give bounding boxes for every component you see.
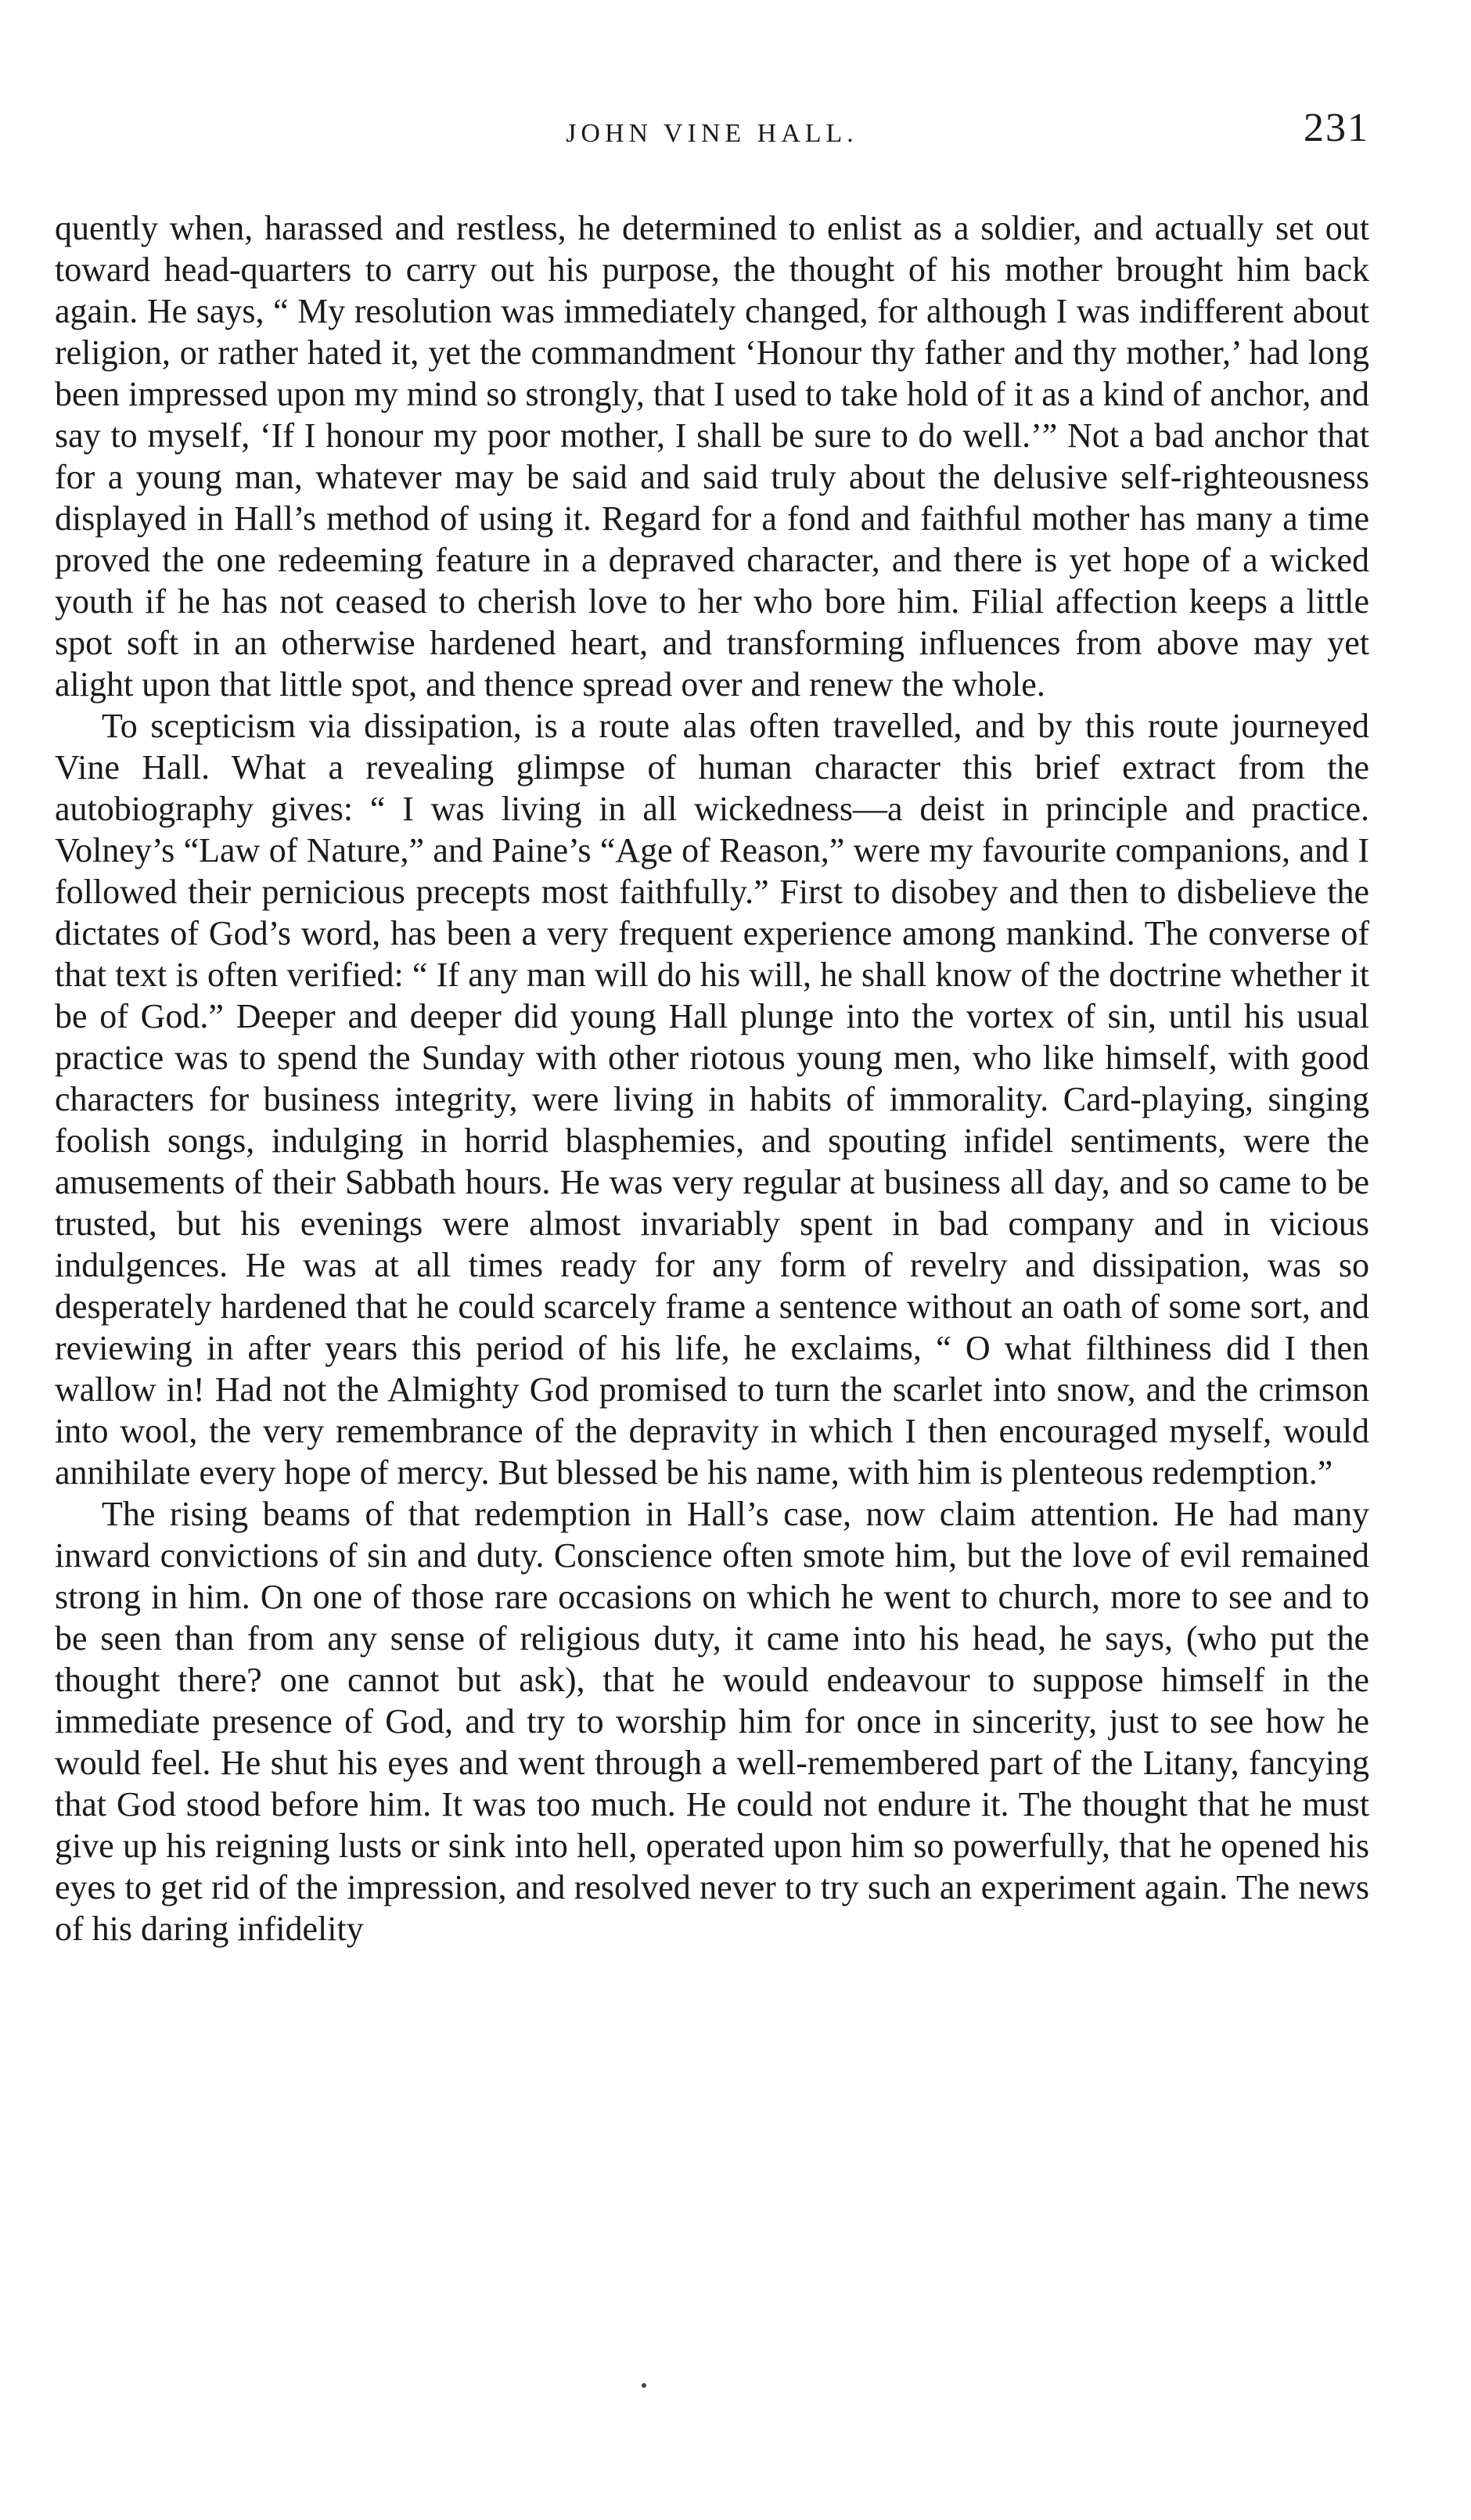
running-title: JOHN VINE HALL.: [566, 119, 858, 148]
paragraph-3: The rising beams of that redemption in Hall’s case, now claim attention. He had many inward convictions of sin and duty. Conscience often smote him, but the love of evil remained strong in him. On one of those rare occasions on which he went to church, more to see and to be seen than from any sense of religious duty, it came into his head, he says, (who put the thought there? one cannot but ask), that he would endeavour to suppose himself in the immediate presence of God, and try to worship him for once in sincerity, just to see how he would feel. He shut his eyes and went through a well-remembered part of the Litany, fancying that God stood before him. It was too much. He could not endure it. The thought that he must give up his reigning lusts or sink into hell, operated upon him so powerfully, that he opened his eyes to get rid of the impression, and resolved never to try such an experiment again. The news of his daring infidelity: [55, 1495, 1369, 1948]
body-text: [55, 207, 1369, 1949]
page-number: 231: [1304, 106, 1369, 150]
book-page: [55, 102, 1369, 1949]
paragraph-1: quently when, harassed and restless, he determined to enlist as a soldier, and actually set out toward head-quarters to carry out his purpose, the thought of his mother brought him back again. He says, “ My resolution was immediately changed, for although I was indifferent about religion, or rather hated it, yet the commandment ‘Honour thy father and thy mother,’ had long been impressed upon my mind so strongly, that I used to take hold of it as a kind of anchor, and say to myself, ‘If I honour my poor mother, I shall be sure to do well.’” Not a bad anchor that for a young man, whatever may be said and said truly about the delusive self-righteousness displayed in Hall’s method of using it. Regard for a fond and faithful mother has many a time proved the one redeeming feature in a depraved character, and there is yet hope of a wicked youth if he has not ceased to cherish love to her who bore him. Filial affection keeps a little spot soft in an otherwise hardened heart, and transforming influences from above may yet alight upon that little spot, and thence spread over and renew the whole.: [55, 209, 1369, 704]
printer-mark: [642, 2383, 646, 2388]
paragraph-2: To scepticism via dissipation, is a route alas often travelled, and by this route journeyed Vine Hall. What a revealing glimpse of human character this brief extract from the autobiography gives: “ I was living in all wickedness—a deist in principle and practice. Volney’s “Law of Nature,” and Paine’s “Age of Reason,” were my favourite companions, and I followed their pernicious precepts most faithfully.” First to disobey and then to disbelieve the dictates of God’s word, has been a very frequent experience among mankind. The converse of that text is often verified: “ If any man will do his will, he shall know of the doctrine whether it be of God.” Deeper and deeper did young Hall plunge into the vortex of sin, until his usual practice was to spend the Sunday with other riotous young men, who like himself, with good characters for business integrity, were living in habits of immorality. Card-playing, singing foolish songs, indulging in horrid blasphemies, and spouting infidel sentiments, were the amusements of their Sabbath hours. He was very regular at business all day, and so came to be trusted, but his evenings were almost invariably spent in bad company and in vicious indulgences. He was at all times ready for any form of revelry and dissipation, was so desperately hardened that he could scarcely frame a sentence without an oath of some sort, and reviewing in after years this period of his life, he exclaims, “ O what filthiness did I then wallow in! Had not the Almighty God promised to turn the scarlet into snow, and the crimson into wool, the very remembrance of the depravity in which I then encouraged myself, would annihilate every hope of mercy. But blessed be his name, with him is plenteous redemption.”: [55, 707, 1369, 1492]
running-head: [55, 102, 1369, 164]
